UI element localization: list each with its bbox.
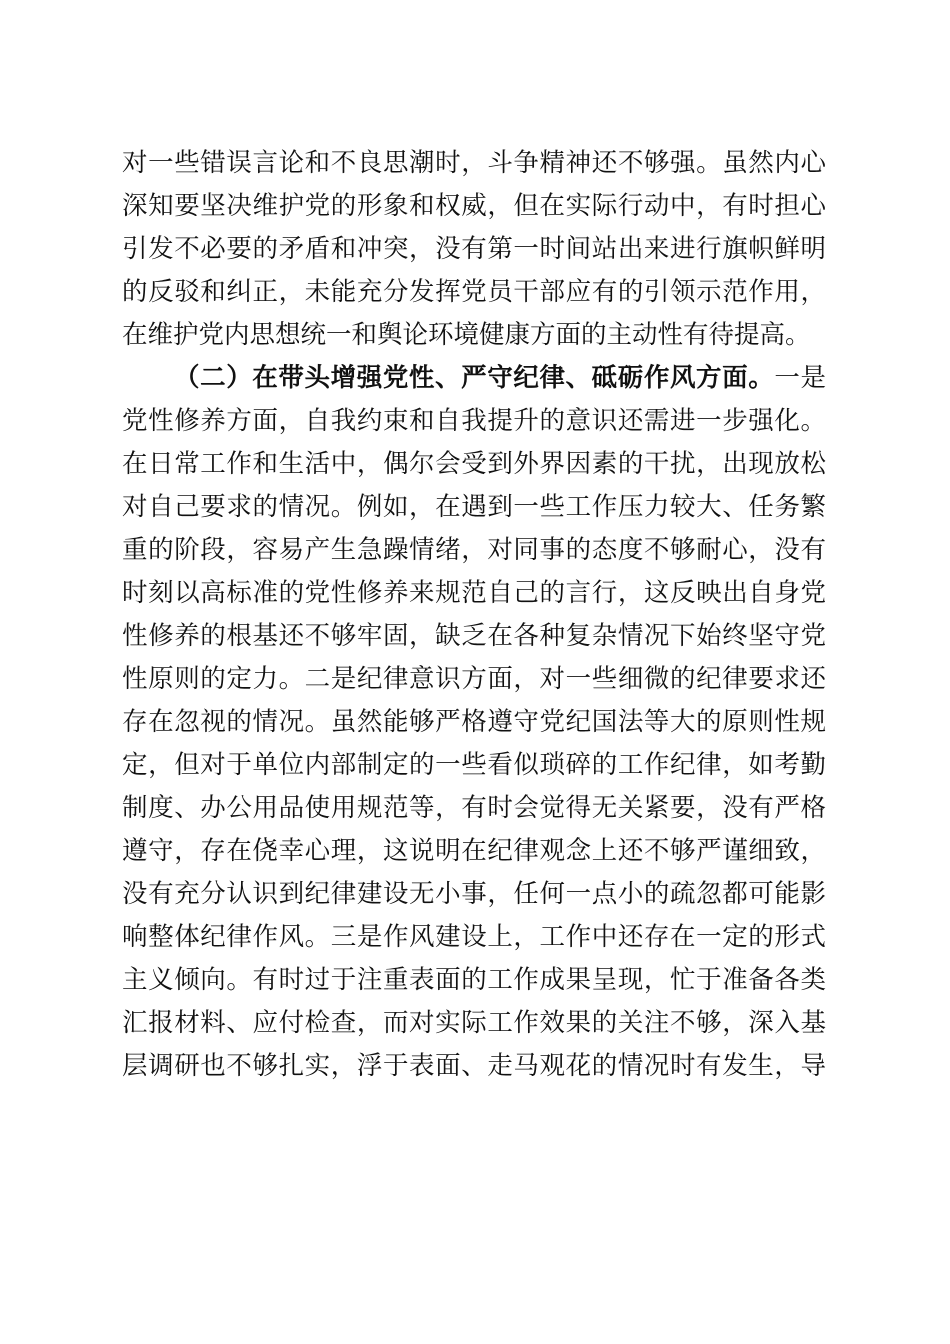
text-line: 响整体纪律作风。三是作风建设上，工作中还存在一定的形式 xyxy=(122,922,826,952)
document-body xyxy=(122,142,826,1088)
text-line: 深知要坚决维护党的形象和权威，但在实际行动中，有时担心 xyxy=(122,191,826,221)
text-fragment: 一是 xyxy=(774,363,826,393)
text-line: 对一些错误言论和不良思潮时，斗争精神还不够强。虽然内心 xyxy=(122,148,826,178)
paragraph-1 xyxy=(122,142,826,357)
section-heading: （二）在带头增强党性、严守纪律、砥砺作风方面。 xyxy=(174,363,775,393)
paragraph-2 xyxy=(122,357,826,1088)
text-line: 在日常工作和生活中，偶尔会受到外界因素的干扰，出现放松 xyxy=(122,449,826,479)
text-line: 在维护党内思想统一和舆论环境健康方面的主动性有待提高。 xyxy=(122,320,811,350)
text-line: 定，但对于单位内部制定的一些看似琐碎的工作纪律，如考勤 xyxy=(122,750,826,780)
paragraph-2-first-line xyxy=(122,357,826,400)
text-line: 党性修养方面，自我约束和自我提升的意识还需进一步强化。 xyxy=(122,406,826,436)
text-line: 汇报材料、应付检查，而对实际工作效果的关注不够，深入基 xyxy=(122,1008,826,1038)
text-line: 存在忽视的情况。虽然能够严格遵守党纪国法等大的原则性规 xyxy=(122,707,826,737)
text-line: 时刻以高标准的党性修养来规范自己的言行，这反映出自身党 xyxy=(122,578,826,608)
text-line: 主义倾向。有时过于注重表面的工作成果呈现，忙于准备各类 xyxy=(122,965,826,995)
text-line: 遵守，存在侥幸心理，这说明在纪律观念上还不够严谨细致， xyxy=(122,836,826,866)
text-line: 性原则的定力。二是纪律意识方面，对一些细微的纪律要求还 xyxy=(122,664,826,694)
text-line: 层调研也不够扎实，浮于表面、走马观花的情况时有发生，导 xyxy=(122,1051,826,1081)
text-line: 没有充分认识到纪律建设无小事，任何一点小的疏忽都可能影 xyxy=(122,879,826,909)
text-line: 对自己要求的情况。例如，在遇到一些工作压力较大、任务繁 xyxy=(122,492,826,522)
text-line: 的反驳和纠正，未能充分发挥党员干部应有的引领示范作用， xyxy=(122,277,826,307)
text-line: 引发不必要的矛盾和冲突，没有第一时间站出来进行旗帜鲜明 xyxy=(122,234,826,264)
text-line: 制度、办公用品使用规范等，有时会觉得无关紧要，没有严格 xyxy=(122,793,826,823)
text-line: 重的阶段，容易产生急躁情绪，对同事的态度不够耐心，没有 xyxy=(122,535,826,565)
text-line: 性修养的根基还不够牢固，缺乏在各种复杂情况下始终坚守党 xyxy=(122,621,826,651)
